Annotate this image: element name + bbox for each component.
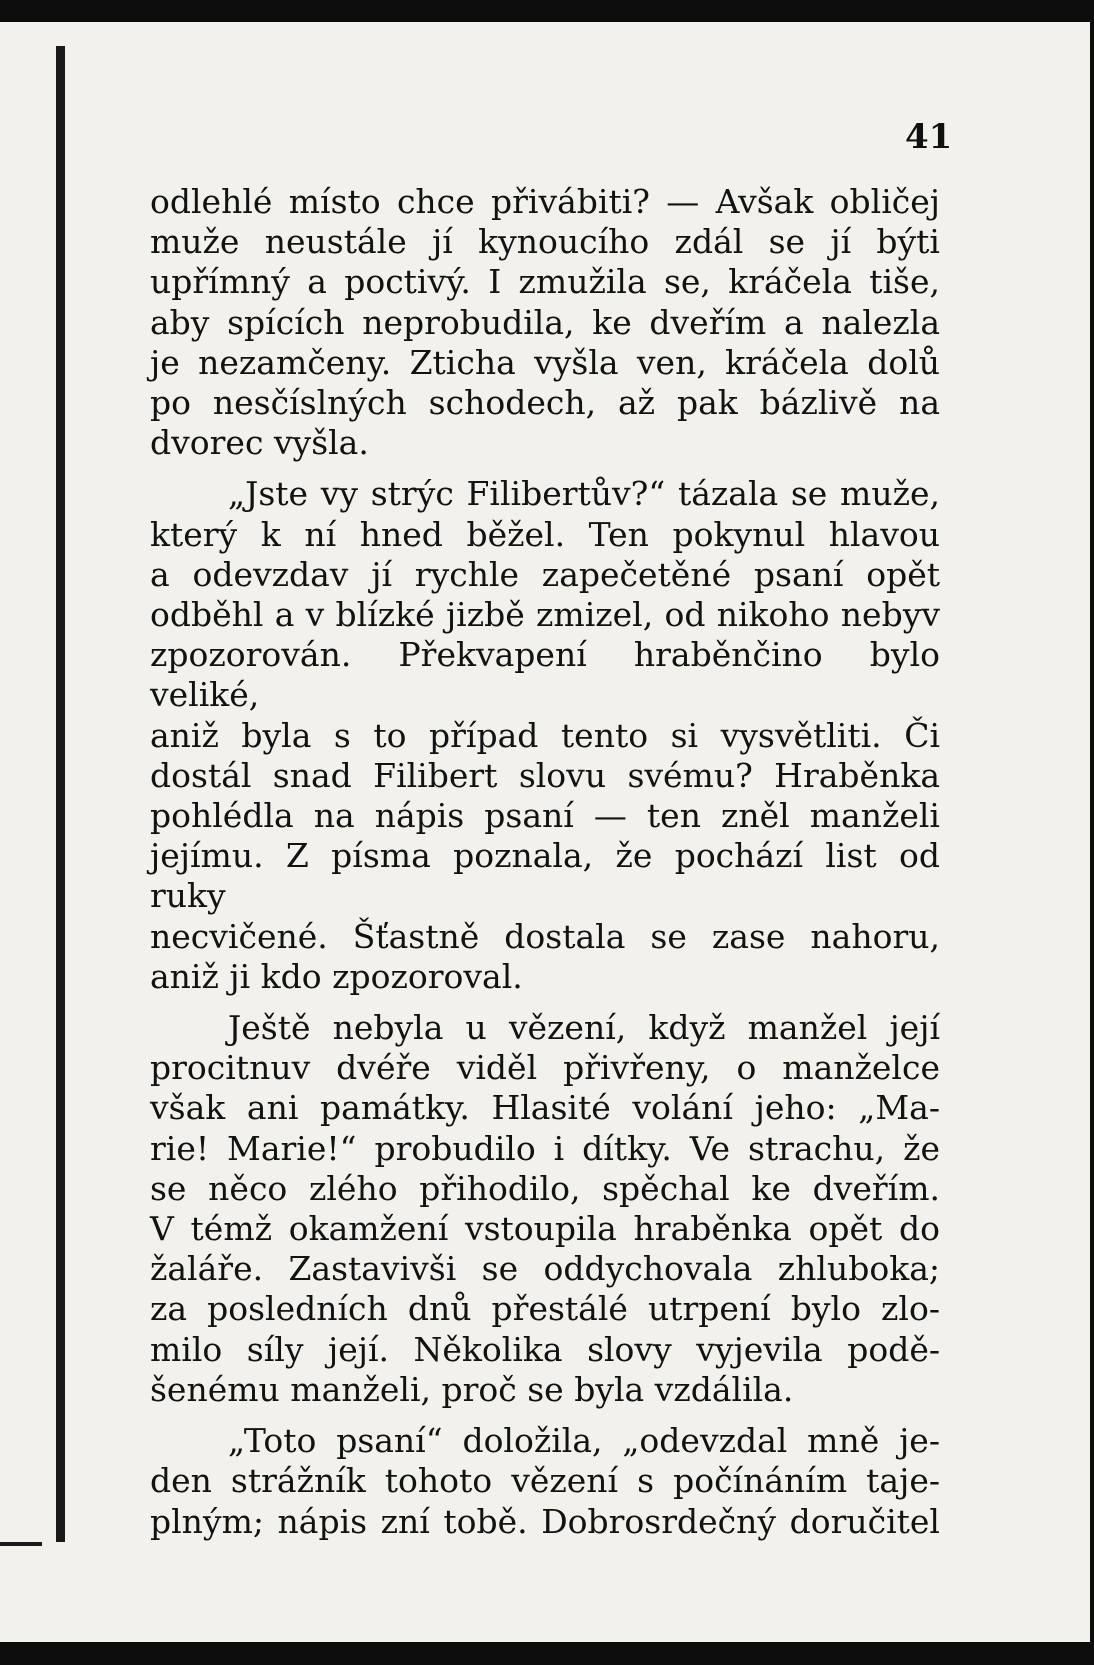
text-line: procitnuv dvéře viděl přivřeny, o manželce (150, 1048, 940, 1088)
text-line: který k ní hned běžel. Ten pokynul hlavou (150, 514, 940, 554)
body-text (150, 182, 940, 1542)
text-line: je nezamčeny. Ztichа vyšla ven, kráčela dolů (150, 342, 940, 382)
page-spine-shadow (56, 46, 65, 1542)
text-line: dostál snad Filibert slovu svému? Hraběnka (150, 755, 940, 795)
text-line: po nesčíslných schodech, až pak bázlivě na (150, 383, 940, 423)
book-page (0, 22, 1090, 1642)
text-line: necvičené. Šťastně dostala se zase nahoru, (150, 916, 940, 956)
text-line: upřímný a poctivý. I zmužila se, kráčela tiše, (150, 262, 940, 302)
binding-mark (0, 1542, 42, 1546)
text-line: a odevzdav jí rychle zapečetěné psaní opět (150, 554, 940, 594)
paragraph (150, 474, 940, 997)
text-line: však ani památky. Hlasité volání jeho: „Ma- (150, 1088, 940, 1128)
paragraph (150, 1421, 940, 1542)
text-line: zpozorován. Překvapení hraběnčino bylo veliké, (150, 635, 940, 715)
text-line: jejímu. Z písma poznala, že pochází list od ruky (150, 836, 940, 916)
text-line: za posledních dnů přestálé utrpení bylo zlo- (150, 1289, 940, 1329)
text-line: žaláře. Zastavivši se oddychovala zhluboka; (150, 1249, 940, 1289)
text-line: aniž byla s to případ tento si vysvětliti. Či (150, 715, 940, 755)
text-line: „Toto psaní“ doložila, „odevzdal mně je- (228, 1421, 940, 1461)
text-line: odběhl a v blízké jizbě zmizel, od nikoho nebyv (150, 595, 940, 635)
text-line: aby spících neprobudila, ke dveřím a nalezla (150, 302, 940, 342)
text-line: V témž okamžení vstoupila hraběnka opět do (150, 1209, 940, 1249)
text-line: muže neustále jí kynoucího zdál se jí býti (150, 222, 940, 262)
text-line: aniž ji kdo zpozoroval. (150, 956, 523, 996)
paragraph-gap (150, 997, 940, 1008)
paragraph-gap (150, 1410, 940, 1421)
text-line: šenému manželi, proč se byla vzdálila. (150, 1369, 794, 1409)
text-line: milo síly její. Několika slovy vyjevila podě- (150, 1329, 940, 1369)
text-line: se něco zlého přihodilo, spěchal ke dveřím. (150, 1168, 940, 1208)
text-line: plným; nápis zní tobě. Dobrosrdečný doručitel (150, 1501, 940, 1541)
text-line: den strážník tohoto vězení s počínáním taje- (150, 1461, 940, 1501)
text-line: „Jste vy strýc Filibertův?“ tázala se muže, (228, 474, 940, 514)
paragraph (150, 1008, 940, 1410)
paragraph (150, 182, 940, 463)
text-line: Ještě nebyla u vězení, když manžel její (228, 1008, 940, 1048)
paragraph-gap (150, 463, 940, 474)
text-line: pohlédla na nápis psaní — ten zněl manželi (150, 796, 940, 836)
text-line: dvorec vyšla. (150, 423, 369, 463)
text-line: rie! Marie!“ probudilo i dítky. Ve strachu, že (150, 1128, 940, 1168)
text-line: odlehlé místo chce přivábiti? — Avšak obličej (150, 182, 940, 221)
page-number: 41 (905, 117, 953, 157)
